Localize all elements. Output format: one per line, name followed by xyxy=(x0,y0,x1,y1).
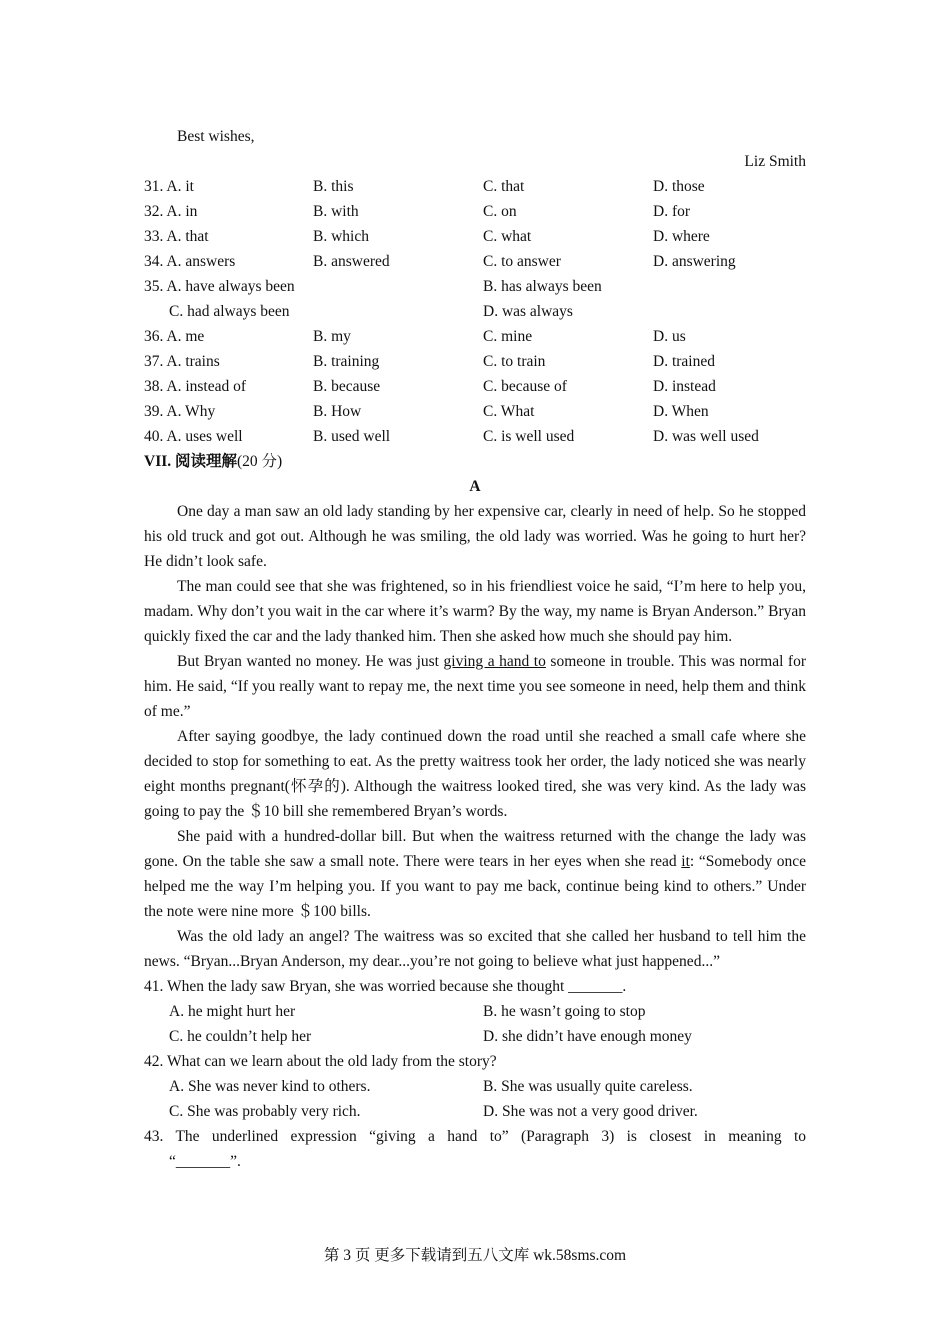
option-a: 35. A. have always been xyxy=(144,278,295,295)
page-footer: 第 3 页 更多下载请到五八文库 wk.58sms.com xyxy=(323,1247,627,1264)
letter-closing: Best wishes, xyxy=(177,128,255,145)
cloze-row-36 xyxy=(144,324,806,349)
option-c: C. that xyxy=(483,178,525,195)
cloze-row-38 xyxy=(144,374,806,399)
passage-paragraph-4: After saying goodbye, the lady continued down the road until she reached a small cafe where she decided to stop for something to eat. As the pretty waitress took her order, the lady noticed she was nearly eight months pregnant(怀孕的). Although the waitress looked tired, she was very kind. As the lady was going to pay the ＄10 bill she remembered Bryan’s words. xyxy=(144,728,806,820)
paragraph-text: someone in trouble. This was normal for him. He said, “If you really want to repay me, the next time you see someone in need, help them and think of me.” xyxy=(144,653,806,720)
cloze-row-31 xyxy=(144,174,806,199)
option-d: D. those xyxy=(653,178,705,195)
option-d: D. She was not a very good driver. xyxy=(483,1103,698,1120)
underlined-expression: giving a hand to xyxy=(443,653,546,670)
option-b: B. he wasn’t going to stop xyxy=(483,1003,646,1020)
option-a: 32. A. in xyxy=(144,203,198,220)
passage-title: A xyxy=(469,478,481,495)
option-d: D. where xyxy=(653,228,710,245)
option-d: D. for xyxy=(653,203,691,220)
option-d: D. When xyxy=(653,403,709,420)
option-b: B. my xyxy=(313,328,351,345)
option-b: B. which xyxy=(313,228,369,245)
section-points: (20 分) xyxy=(237,453,283,470)
cloze-row-40 xyxy=(144,424,806,449)
option-d: D. she didn’t have enough money xyxy=(483,1028,692,1045)
option-b: B. answered xyxy=(313,253,390,270)
option-a: 39. A. Why xyxy=(144,403,216,420)
option-a: 31. A. it xyxy=(144,178,194,195)
question-41-options-ab xyxy=(144,999,806,1024)
cloze-row-32 xyxy=(144,199,806,224)
option-d: D. us xyxy=(653,328,686,345)
option-c: C. to train xyxy=(483,353,546,370)
option-c: C. is well used xyxy=(483,428,575,445)
option-a: 36. A. me xyxy=(144,328,205,345)
option-d: D. was well used xyxy=(653,428,759,445)
cloze-row-39 xyxy=(144,399,806,424)
option-c: C. mine xyxy=(483,328,533,345)
cloze-row-34 xyxy=(144,249,806,274)
document-page xyxy=(144,124,806,1174)
paragraph-text: : “Somebody once helped me the way I’m helping you. If you want to pay me back, continue being kind to others.” Under the note were nine more ＄100 bills. xyxy=(144,853,806,920)
paragraph-text: She paid with a hundred-dollar bill. But when the waitress returned with the change the lady was gone. On the table she saw a small note. There were tears in her eyes when she read xyxy=(144,828,806,870)
underlined-word: it xyxy=(681,853,690,870)
option-a: 38. A. instead of xyxy=(144,378,247,395)
option-d: D. instead xyxy=(653,378,716,395)
option-a: 40. A. uses well xyxy=(144,428,243,445)
question-41: 41. When the lady saw Bryan, she was worried because she thought _______. xyxy=(144,978,627,995)
option-b: B. used well xyxy=(313,428,391,445)
option-b: B. because xyxy=(313,378,381,395)
cloze-row-35b xyxy=(144,299,806,324)
option-b: B. training xyxy=(313,353,380,370)
passage-paragraph-1: One day a man saw an old lady standing by her expensive car, clearly in need of help. So he stopped his old truck and got out. Although he was smiling, the old lady was worried. Was he going to hurt her? He didn’t look safe. xyxy=(144,503,806,570)
letter-signature: Liz Smith xyxy=(744,153,806,170)
passage-paragraph-2: The man could see that she was frightened, so in his friendliest voice he said, “I’m here to help you, madam. Why don’t you wait in the car where it’s warm? By the way, my name is Bryan Anderson.” Bryan quickly fixed the car and the lady thanked him. Then she asked how much she should pay him. xyxy=(144,578,806,645)
option-a: 37. A. trains xyxy=(144,353,220,370)
section-heading xyxy=(144,449,806,474)
question-42: 42. What can we learn about the old lady from the story? xyxy=(144,1053,497,1070)
passage-paragraph-3 xyxy=(144,649,806,724)
option-a: 33. A. that xyxy=(144,228,209,245)
option-a: 34. A. answers xyxy=(144,253,236,270)
cloze-row-35a xyxy=(144,274,806,299)
option-d: D. answering xyxy=(653,253,736,270)
option-d: D. was always xyxy=(483,303,573,320)
question-42-options-cd xyxy=(144,1099,806,1124)
option-c: C. on xyxy=(483,203,517,220)
option-b: B. She was usually quite careless. xyxy=(483,1078,693,1095)
section-label: VII. 阅读理解 xyxy=(144,453,238,470)
option-c: C. he couldn’t help her xyxy=(169,1028,312,1045)
question-43: 43. The underlined expression “giving a hand to” (Paragraph 3) is closest in meaning to xyxy=(144,1128,806,1145)
option-b: B. this xyxy=(313,178,354,195)
cloze-row-37 xyxy=(144,349,806,374)
option-c: C. What xyxy=(483,403,535,420)
option-c: C. had always been xyxy=(169,303,290,320)
question-41-options-cd xyxy=(144,1024,806,1049)
option-b: B. How xyxy=(313,403,362,420)
passage-paragraph-5 xyxy=(144,824,806,924)
option-b: B. has always been xyxy=(483,278,602,295)
cloze-options xyxy=(144,174,806,449)
question-43-blank: “_______”. xyxy=(169,1153,241,1170)
option-c: C. She was probably very rich. xyxy=(169,1103,361,1120)
option-b: B. with xyxy=(313,203,359,220)
option-d: D. trained xyxy=(653,353,715,370)
passage-paragraph-6: Was the old lady an angel? The waitress was so excited that she called her husband to tell him the news. “Bryan...Bryan Anderson, my dear...you’re not going to believe what just happened...” xyxy=(144,928,806,970)
paragraph-text: But Bryan wanted no money. He was just xyxy=(177,653,444,670)
cloze-row-33 xyxy=(144,224,806,249)
option-c: C. what xyxy=(483,228,532,245)
option-a: A. She was never kind to others. xyxy=(169,1078,371,1095)
option-c: C. because of xyxy=(483,378,567,395)
option-a: A. he might hurt her xyxy=(169,1003,296,1020)
option-c: C. to answer xyxy=(483,253,561,270)
question-42-options-ab xyxy=(144,1074,806,1099)
